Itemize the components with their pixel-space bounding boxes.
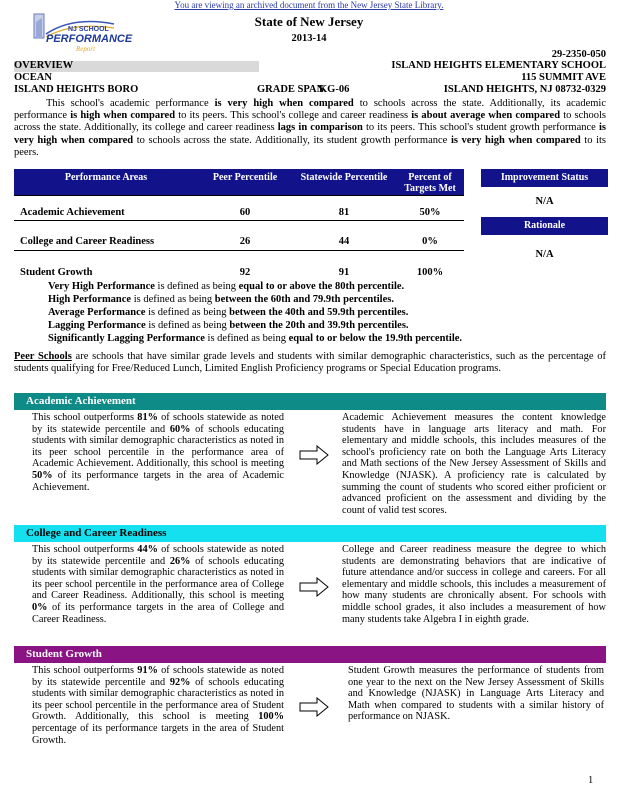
table-rule [14,250,464,251]
row-area: Academic Achievement [20,207,125,218]
grade-span-label: GRADE SPAN [257,84,325,95]
row-met: 100% [416,267,444,278]
row-state: 91 [338,267,350,278]
row-area: College and Career Readiness [20,236,155,247]
logo-line-2: PERFORMANCE [46,33,133,45]
definition-line: Average Performance is defined as being between the 40th and 59.9th percentiles. [48,307,409,318]
row-peer: 26 [239,236,251,247]
peer-schools-paragraph: Peer Schools are schools that have similar grade levels and students with similar demographic characteristics, such as the percentage of students qualifying for Free/Reduced Lunch, Limited English Proficiency programs or Special Education programs. [14,351,606,375]
table-rule [14,220,464,221]
row-state: 44 [338,236,350,247]
section-right-text: College and Career readiness measure the degree to which students are demonstrating behaviors that are indicative of future attendance and/or success in college and careers. For all elementary and middle schools, this includes a measurement of how many students are chronically absent. For schools with middle school grades, it also includes a measurement of how many students take Algebra I in eighth grade. [342,544,606,625]
section-bar-academic-achievement: Academic Achievement [14,393,606,410]
section-left-text: This school outperforms 81% of schools statewide as noted by its statewide percentile and 60% of schools educating students with similar demographic characteristics as noted in its peer school percentile in the performance area of Academic Achievement. Additionally, this school is meeting 50% of its performance targets in the area of Academic Achievement. [32,412,284,493]
definition-line: Very High Performance is defined as being equal to or above the 80th percentile. [48,281,405,292]
header-performance-areas: Performance Areas [64,172,148,183]
improvement-status-header: Improvement Status [481,169,608,187]
section-bar-college-career-readiness: College and Career Readiness [14,525,606,542]
section-bar-student-growth: Student Growth [14,646,606,663]
row-area: Student Growth [20,267,93,278]
definition-line: Significantly Lagging Performance is defined as being equal to or below the 19.9th percentile. [48,333,463,344]
section-right-text: Student Growth measures the performance of students from one year to the next on the New Jersey Assessment of Skills and Knowledge (NJASK) in Language Arts Literacy and Math when compared to students with a similar history of performance on NJASK. [348,665,604,723]
row-peer: 60 [239,207,251,218]
overview-label: OVERVIEW [14,60,74,71]
header-targets-met: Percent of Targets Met [404,172,456,194]
page-number: 1 [588,775,594,786]
row-met: 50% [419,207,441,218]
county: OCEAN [14,72,52,83]
header-peer-percentile: Peer Percentile [212,172,278,183]
table-rule [14,195,464,196]
district: ISLAND HEIGHTS BORO [14,84,139,95]
peer-schools-term: Peer Schools [14,351,72,362]
arrow-right-icon [299,577,329,597]
section-right-text: Academic Achievement measures the content knowledge students have in language arts literacy and math. For elementary and middle schools, this includes measures of the school's proficiency rate on both the Language Arts Literacy and Math sections of the New Jersey Assessment of Skills and Knowledge (NJASK). A proficiency rate is calculated by summing the count of students who scored either proficient or advanced proficient on the assessment and dividing by the count of valid test scores. [342,412,606,516]
header-statewide-percentile: Statewide Percentile [300,172,388,183]
school-name: ISLAND HEIGHTS ELEMENTARY SCHOOL [391,60,606,71]
school-year: 2013-14 [291,33,327,44]
address-line-2: ISLAND HEIGHTS, NJ 08732-0329 [443,84,606,95]
section-left-text: This school outperforms 44% of schools statewide as noted by its statewide percentile and 26% of schools educating students with similar demographic characteristics as noted in its peer school percentile in the performance area of College and Career Readiness. Additionally, this school is meeting 0% of its performance targets in the area of College and Career Readiness. [32,544,284,625]
definition-line: Lagging Performance is defined as being between the 20th and 39.9th percentiles. [48,320,409,331]
logo-line-1: NJ SCHOOL [68,26,109,33]
archive-banner-link[interactable]: You are viewing an archived document from the New Jersey State Library. [174,0,444,10]
arrow-right-icon [299,445,329,465]
page-title: State of New Jersey [254,14,364,29]
arrow-right-icon [299,697,329,717]
definition-line: High Performance is defined as being between the 60th and 79.9th percentiles. [48,294,394,305]
summary-paragraph: This school's academic performance is very high when compared to schools across the state. Additionally, its academic performance is high when compared to its peers. This school's college and career readiness is about average when compared to schools across the state. Additionally, its college and career readiness lags in comparison to its peers. This school's student growth performance is very high when compared to schools across the state. Additionally, its student growth performance is very high when compared to its peers. [14,98,606,158]
row-met: 0% [422,236,438,247]
rationale-value: N/A [535,249,554,260]
improvement-status-value: N/A [535,196,554,207]
section-left-text: This school outperforms 91% of schools statewide as noted by its statewide percentile and 92% of schools educating students with similar demographic characteristics as noted in its peer school percentile in the performance area of Student Growth. Additionally, this school is meeting 100% percentage of its performance targets in the area of Student Growth. [32,665,284,746]
row-state: 81 [338,207,350,218]
row-peer: 92 [239,267,251,278]
address-line-1: 115 SUMMIT AVE [521,72,606,83]
logo-line-3: Report [76,45,96,53]
performance-table-header [14,169,464,195]
rationale-header: Rationale [481,217,608,235]
grade-span: KG-06 [319,84,350,95]
school-code: 29-2350-050 [551,49,606,60]
